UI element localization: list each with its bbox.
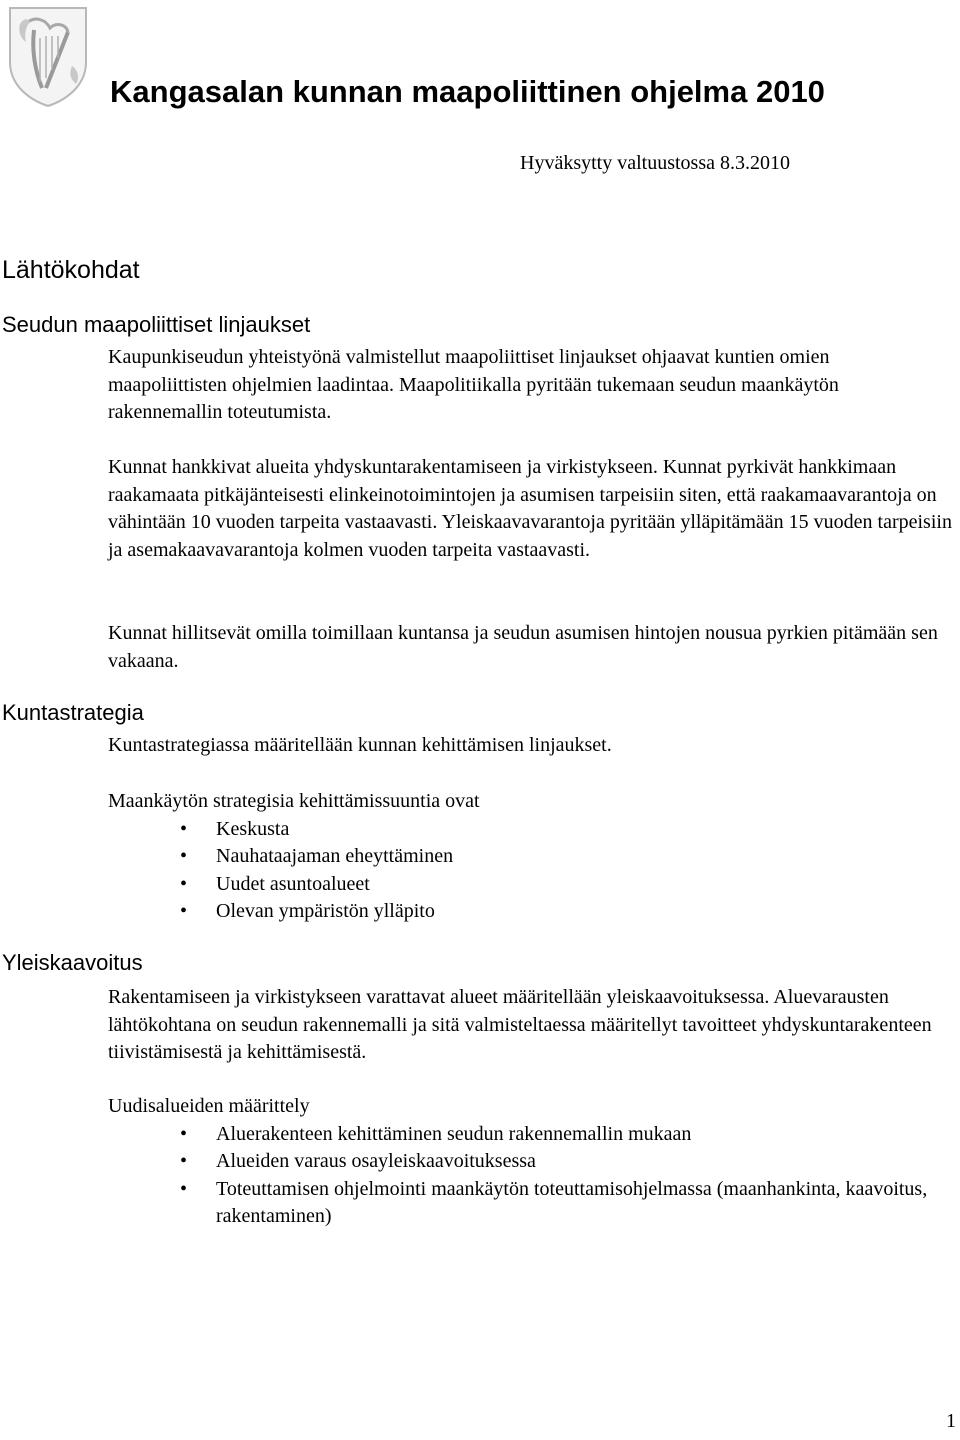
paragraph-kuntastrategia-1: Kuntastrategiassa määritellään kunnan kehittämisen linjaukset. — [108, 734, 612, 756]
document-title: Kangasalan kunnan maapoliittinen ohjelma 2010 — [110, 74, 825, 109]
bullet-icon: • — [180, 845, 188, 867]
paragraph-seutu-3: Kunnat hillitsevät omilla toimillaan kuntansa ja seudun asumisen hintojen nousua pyrkien pitämään sen vakaana. — [108, 622, 938, 672]
approval-date: Hyväksytty valtuustossa 8.3.2010 — [520, 152, 790, 174]
bullet-icon: • — [180, 872, 188, 895]
paragraph-seutu-1: Kaupunkiseudun yhteistyönä valmistellut maapoliittiset linjaukset ohjaavat kuntien omien maapoliittisten ohjelmien laadintaa. Maapolitiikalla pyritään tukemaan seudun maankäytön rakennemallin toteutumista. — [108, 346, 839, 423]
heading-seudun-linjaukset: Seudun maapoliittiset linjaukset — [2, 312, 311, 337]
heading-lahtokohdat: Lähtökohdat — [2, 256, 140, 284]
list-item: • Toteuttamisen ohjelmointi maankäytön toteuttamisohjelmassa (maanhankinta, kaavoitus, rakentaminen) — [180, 1177, 928, 1227]
yleiskaavoitus-list — [108, 1093, 953, 1231]
coat-of-arms-icon — [6, 4, 90, 108]
list-item: • Alueiden varaus osayleiskaavoituksessa — [108, 1148, 953, 1176]
list-item: • Uudet asuntoalueet — [108, 871, 953, 899]
bullet-icon: • — [180, 1122, 188, 1145]
bullet-icon: • — [180, 1177, 188, 1200]
list-intro: Uudisalueiden määrittely — [108, 1095, 310, 1117]
list-item: • Keskusta — [108, 816, 953, 844]
list-item: • Nauhataajaman eheyttäminen — [108, 843, 953, 871]
bullet-icon: • — [180, 817, 188, 840]
heading-kuntastrategia: Kuntastrategia — [2, 700, 144, 725]
page-number: 1 — [946, 1410, 956, 1432]
bullet-icon: • — [180, 1150, 188, 1172]
kuntastrategia-list — [108, 788, 953, 926]
list-item: • Aluerakenteen kehittäminen seudun rakennemallin mukaan — [108, 1121, 953, 1149]
list-item: • Olevan ympäristön ylläpito — [108, 898, 953, 926]
heading-yleiskaavoitus: Yleiskaavoitus — [2, 950, 143, 975]
paragraph-seutu-2: Kunnat hankkivat alueita yhdyskuntarakentamiseen ja virkistykseen. Kunnat pyrkivät hankkimaan raakamaata pitkäjänteisesti elinkeinotoimintojen ja asumisen tarpeisiin siten, että raakamaavarantoja on vähintään 10 vuoden tarpeita vastaavasti. Yleiskaavavarantoja pyritään ylläpitämään 15 vuoden tarpeisiin ja asemakaavavarantoja kolmen vuoden tarpeita vastaavasti. — [108, 456, 952, 561]
paragraph-yleiskaavoitus-1: Rakentamiseen ja virkistykseen varattavat alueet määritellään yleiskaavoituksessa. Aluevarausten lähtökohtana on seudun rakennemalli ja sitä valmisteltaessa määritellyt tavoitteet yhdyskuntarakenteen tiivistämisestä ja kehittämisestä. — [108, 986, 932, 1063]
bullet-icon: • — [180, 900, 188, 922]
list-intro: Maankäytön strategisia kehittämissuuntia ovat — [108, 790, 480, 812]
